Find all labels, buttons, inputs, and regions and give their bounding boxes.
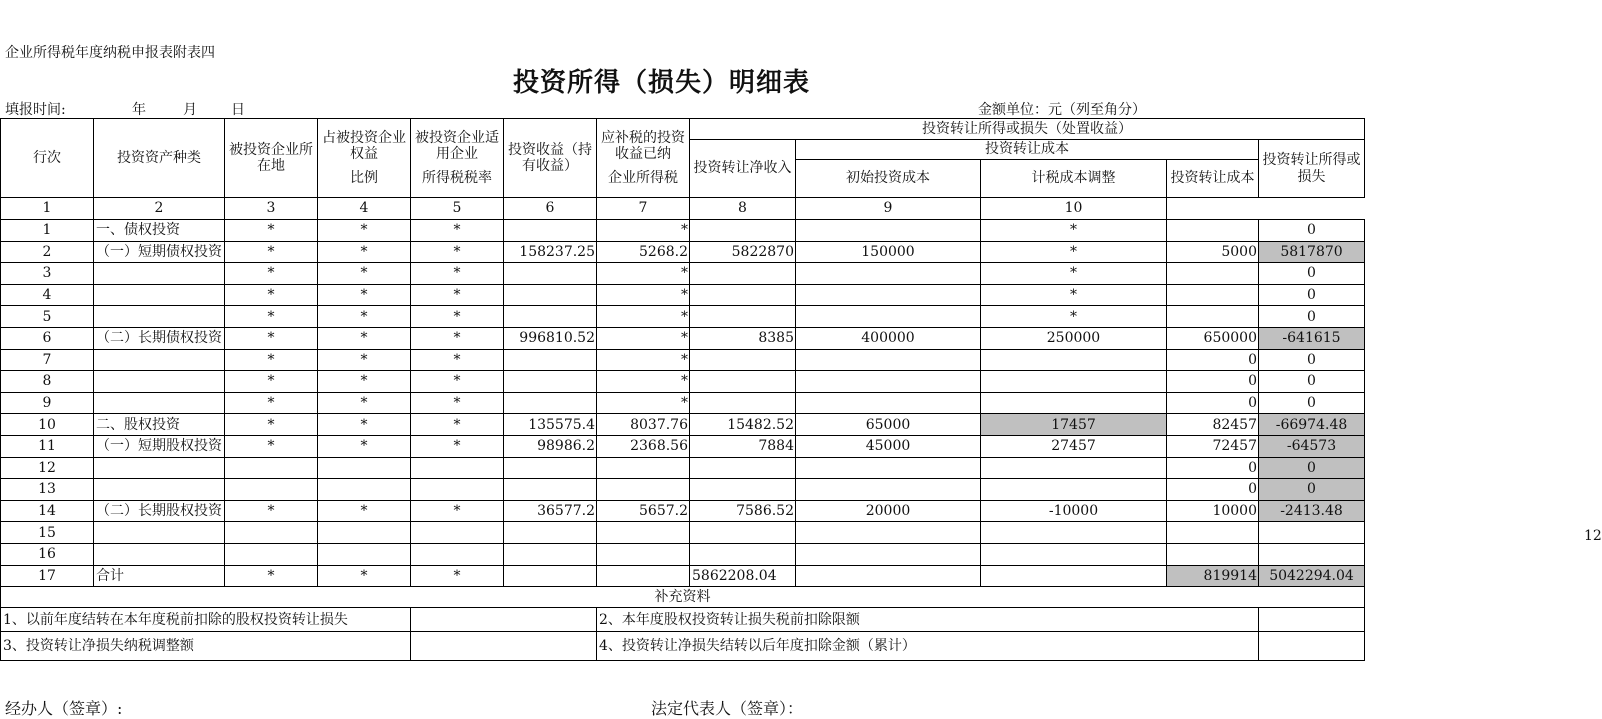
cell-col-8[interactable]	[981, 565, 1167, 587]
header-tax-rate-line2: 所得税税率	[422, 170, 492, 187]
asset-type-cell	[94, 263, 225, 285]
cell-col-3[interactable]: *	[411, 306, 504, 328]
cell-col-5[interactable]: *	[597, 392, 690, 414]
header-paid-tax-line1: 应补税的投资收益已纳	[601, 129, 685, 162]
cell-col-10[interactable]: 0	[1259, 306, 1365, 328]
cell-col-10[interactable]: 0	[1259, 220, 1365, 242]
cell-col-1[interactable]: *	[225, 327, 318, 349]
header-transfer-cost: 投资转让成本	[1167, 160, 1259, 198]
cell-col-7[interactable]	[796, 306, 981, 328]
row-number: 3	[1, 263, 94, 285]
cell-col-9[interactable]	[1167, 220, 1259, 242]
cell-col-6[interactable]	[690, 371, 796, 393]
cell-col-5[interactable]: *	[597, 306, 690, 328]
row-number: 9	[1, 392, 94, 414]
cell-col-6[interactable]	[690, 392, 796, 414]
cell-col-6[interactable]	[690, 220, 796, 242]
cell-col-5[interactable]: 5268.2	[597, 241, 690, 263]
row-number: 6	[1, 327, 94, 349]
cell-col-2[interactable]	[318, 522, 411, 544]
cell-col-10[interactable]: 0	[1259, 263, 1365, 285]
row-number: 15	[1, 522, 94, 544]
table-row	[1, 327, 1365, 349]
row-number: 2	[1, 241, 94, 263]
row-number: 16	[1, 543, 94, 565]
cell-col-7[interactable]	[796, 457, 981, 479]
cell-col-7[interactable]: 45000	[796, 435, 981, 457]
asset-type-cell	[94, 349, 225, 371]
table-row	[1, 392, 1365, 414]
cell-col-7[interactable]: 150000	[796, 241, 981, 263]
asset-type-cell	[94, 284, 225, 306]
supplement-value-3[interactable]	[411, 632, 597, 661]
cell-col-4[interactable]	[504, 220, 597, 242]
asset-type-cell: 合计	[94, 565, 225, 587]
header-location: 被投资企业所在地	[225, 119, 318, 198]
cell-col-1[interactable]: *	[225, 500, 318, 522]
table-row	[1, 241, 1365, 263]
cell-col-9[interactable]: 0	[1167, 392, 1259, 414]
cell-col-7[interactable]	[796, 220, 981, 242]
cell-col-4[interactable]	[504, 479, 597, 501]
cell-col-2[interactable]: *	[318, 327, 411, 349]
cell-col-9[interactable]: 650000	[1167, 327, 1259, 349]
page-number: 12	[1584, 528, 1602, 544]
cell-col-7[interactable]	[796, 284, 981, 306]
cell-col-9[interactable]	[1167, 306, 1259, 328]
fill-date	[5, 99, 245, 119]
cell-col-3[interactable]: *	[411, 500, 504, 522]
cell-col-9[interactable]: 0	[1167, 371, 1259, 393]
cell-col-10[interactable]: 0	[1259, 349, 1365, 371]
supplement-item-2: 2、本年度股权投资转让损失税前扣除限额	[597, 608, 1259, 632]
signature-agent: 经办人（签章）:	[5, 699, 123, 718]
cell-col-10[interactable]: -66974.48	[1259, 414, 1365, 436]
cell-col-5[interactable]: *	[597, 263, 690, 285]
header-asset-type: 投资资产种类	[94, 119, 225, 198]
row-number: 7	[1, 349, 94, 371]
table-row	[1, 284, 1365, 306]
cell-col-9[interactable]: 10000	[1167, 500, 1259, 522]
asset-type-cell	[94, 457, 225, 479]
cell-col-9[interactable]: 82457	[1167, 414, 1259, 436]
cell-col-1[interactable]	[225, 522, 318, 544]
cell-col-3[interactable]: *	[411, 284, 504, 306]
cell-col-6[interactable]	[690, 263, 796, 285]
cell-col-5[interactable]: 5657.2	[597, 500, 690, 522]
cell-col-3[interactable]: *	[411, 241, 504, 263]
cell-col-1[interactable]: *	[225, 241, 318, 263]
fill-date-month: 月	[183, 102, 197, 118]
asset-type-cell: 一、债权投资	[94, 220, 225, 242]
cell-col-7[interactable]	[796, 263, 981, 285]
table-row	[1, 263, 1365, 285]
table-row	[1, 371, 1365, 393]
cell-col-5[interactable]: *	[597, 220, 690, 242]
cell-col-1[interactable]: *	[225, 414, 318, 436]
cell-col-2[interactable]	[318, 479, 411, 501]
cell-col-5[interactable]: *	[597, 371, 690, 393]
table-row	[1, 349, 1365, 371]
cell-col-4[interactable]	[504, 306, 597, 328]
asset-type-cell	[94, 306, 225, 328]
cell-col-6[interactable]	[690, 349, 796, 371]
cell-col-6[interactable]	[690, 457, 796, 479]
cell-col-5[interactable]	[597, 522, 690, 544]
cell-col-1[interactable]: *	[225, 371, 318, 393]
cell-col-1[interactable]	[225, 457, 318, 479]
cell-col-7[interactable]: 65000	[796, 414, 981, 436]
header-gain-loss: 投资转让所得或损失	[1259, 140, 1365, 198]
cell-col-1[interactable]: *	[225, 263, 318, 285]
cell-col-4[interactable]	[504, 565, 597, 587]
supplement-value-2[interactable]	[1259, 608, 1365, 632]
cell-col-8[interactable]: *	[981, 241, 1167, 263]
col-number-10: 10	[981, 198, 1167, 220]
cell-col-1[interactable]: *	[225, 392, 318, 414]
cell-col-4[interactable]: 98986.2	[504, 435, 597, 457]
cell-col-8[interactable]: 27457	[981, 435, 1167, 457]
signature-legal-rep: 法定代表人（签章）：	[651, 699, 804, 718]
cell-col-7[interactable]: 400000	[796, 327, 981, 349]
col-number-3: 3	[225, 198, 318, 220]
cell-col-8[interactable]	[981, 543, 1167, 565]
cell-col-8[interactable]: 17457	[981, 414, 1167, 436]
cell-col-2[interactable]	[318, 543, 411, 565]
asset-type-cell: （一）短期债权投资	[94, 241, 225, 263]
row-number: 12	[1, 457, 94, 479]
cell-col-8[interactable]: -10000	[981, 500, 1167, 522]
cell-col-8[interactable]	[981, 479, 1167, 501]
cell-col-6[interactable]: 5862208.04	[690, 565, 796, 587]
cell-col-2[interactable]: *	[318, 241, 411, 263]
col-number-4: 4	[318, 198, 411, 220]
cell-col-2[interactable]: *	[318, 500, 411, 522]
cell-col-7[interactable]	[796, 565, 981, 587]
cell-col-3[interactable]	[411, 457, 504, 479]
header-row-no: 行次	[1, 119, 94, 198]
cell-col-5[interactable]: *	[597, 349, 690, 371]
asset-type-cell	[94, 371, 225, 393]
table-row	[1, 220, 1365, 242]
cell-col-9[interactable]	[1167, 263, 1259, 285]
cell-col-7[interactable]	[796, 392, 981, 414]
cell-col-1[interactable]: *	[225, 284, 318, 306]
header-tax-adjust: 计税成本调整	[981, 160, 1167, 198]
cell-col-2[interactable]: *	[318, 435, 411, 457]
cell-col-10[interactable]	[1259, 522, 1365, 544]
cell-col-3[interactable]: *	[411, 263, 504, 285]
cell-col-10[interactable]: 5817870	[1259, 241, 1365, 263]
cell-col-10[interactable]: 0	[1259, 284, 1365, 306]
cell-col-2[interactable]: *	[318, 306, 411, 328]
row-number: 4	[1, 284, 94, 306]
cell-col-5[interactable]: *	[597, 327, 690, 349]
cell-col-10[interactable]: 0	[1259, 371, 1365, 393]
col-number-9: 9	[796, 198, 981, 220]
cell-col-10[interactable]: 0	[1259, 392, 1365, 414]
col-number-6: 6	[504, 198, 597, 220]
cell-col-4[interactable]	[504, 371, 597, 393]
header-net-income: 投资转让净收入	[690, 140, 796, 198]
cell-col-9[interactable]	[1167, 522, 1259, 544]
col-number-1: 1	[1, 198, 94, 220]
cell-col-4[interactable]	[504, 284, 597, 306]
cell-col-6[interactable]	[690, 543, 796, 565]
cell-col-9[interactable]: 72457	[1167, 435, 1259, 457]
cell-col-7[interactable]	[796, 543, 981, 565]
cell-col-7[interactable]	[796, 522, 981, 544]
supplement-value-4[interactable]	[1259, 632, 1365, 661]
table-row	[1, 522, 1365, 544]
cell-col-7[interactable]	[796, 349, 981, 371]
cell-col-6[interactable]	[690, 479, 796, 501]
cell-col-10[interactable]	[1259, 543, 1365, 565]
row-number: 10	[1, 414, 94, 436]
cell-col-3[interactable]	[411, 479, 504, 501]
asset-type-cell	[94, 392, 225, 414]
asset-type-cell: （二）长期股权投资	[94, 500, 225, 522]
asset-type-cell: （一）短期股权投资	[94, 435, 225, 457]
table-row	[1, 565, 1365, 587]
cell-col-5[interactable]	[597, 479, 690, 501]
asset-type-cell	[94, 479, 225, 501]
cell-col-4[interactable]	[504, 522, 597, 544]
cell-col-10[interactable]: 5042294.04	[1259, 565, 1365, 587]
form-subtitle: 企业所得税年度纳税申报表附表四	[5, 45, 215, 61]
cell-col-4[interactable]: 996810.52	[504, 327, 597, 349]
col-number-2: 2	[94, 198, 225, 220]
cell-col-10[interactable]: -64573	[1259, 435, 1365, 457]
asset-type-cell	[94, 522, 225, 544]
cell-col-3[interactable]	[411, 543, 504, 565]
supplement-item-3: 3、投资转让净损失纳税调整额	[1, 632, 411, 661]
header-holding-income: 投资收益（持有收益）	[504, 119, 597, 198]
supplement-value-1[interactable]	[411, 608, 597, 632]
supplement-item-1: 1、以前年度结转在本年度税前扣除的股权投资转让损失	[1, 608, 411, 632]
cell-col-8[interactable]: 250000	[981, 327, 1167, 349]
cell-col-8[interactable]	[981, 457, 1167, 479]
form-title: 投资所得（损失）明细表	[512, 68, 810, 98]
col-number-7: 7	[597, 198, 690, 220]
cell-col-8[interactable]	[981, 349, 1167, 371]
cell-col-4[interactable]: 135575.4	[504, 414, 597, 436]
cell-col-3[interactable]: *	[411, 565, 504, 587]
cell-col-1[interactable]: *	[225, 435, 318, 457]
cell-col-10[interactable]: -2413.48	[1259, 500, 1365, 522]
cell-col-9[interactable]: 5000	[1167, 241, 1259, 263]
cell-col-4[interactable]	[504, 263, 597, 285]
row-number: 5	[1, 306, 94, 328]
cell-col-3[interactable]: *	[411, 349, 504, 371]
cell-col-10[interactable]: 0	[1259, 457, 1365, 479]
cell-col-8[interactable]	[981, 522, 1167, 544]
header-initial-cost: 初始投资成本	[796, 160, 981, 198]
col-number-8: 8	[690, 198, 796, 220]
row-number: 1	[1, 220, 94, 242]
cell-col-1[interactable]: *	[225, 220, 318, 242]
cell-col-6[interactable]: 7884	[690, 435, 796, 457]
row-number: 17	[1, 565, 94, 587]
header-equity-ratio-line1: 占被投资企业权益	[322, 129, 406, 162]
unit-label: 金额单位：元（列至角分）	[978, 102, 1146, 118]
row-number: 8	[1, 371, 94, 393]
cell-col-10[interactable]: 0	[1259, 479, 1365, 501]
table-row	[1, 543, 1365, 565]
fill-date-label: 填报时间:	[5, 102, 66, 118]
cell-col-1[interactable]	[225, 543, 318, 565]
cell-col-1[interactable]: *	[225, 565, 318, 587]
cell-col-8[interactable]	[981, 371, 1167, 393]
table-row	[1, 457, 1365, 479]
cell-col-10[interactable]: -641615	[1259, 327, 1365, 349]
table-row	[1, 306, 1365, 328]
cell-col-2[interactable]: *	[318, 263, 411, 285]
cell-col-3[interactable]: *	[411, 220, 504, 242]
cell-col-5[interactable]: *	[597, 284, 690, 306]
cell-col-4[interactable]: 158237.25	[504, 241, 597, 263]
cell-col-1[interactable]: *	[225, 306, 318, 328]
cell-col-2[interactable]: *	[318, 284, 411, 306]
cell-col-6[interactable]: 15482.52	[690, 414, 796, 436]
cell-col-3[interactable]	[411, 522, 504, 544]
cell-col-5[interactable]: 8037.76	[597, 414, 690, 436]
cell-col-7[interactable]	[796, 479, 981, 501]
cell-col-6[interactable]: 7586.52	[690, 500, 796, 522]
cell-col-3[interactable]: *	[411, 414, 504, 436]
cell-col-1[interactable]: *	[225, 349, 318, 371]
cell-col-9[interactable]: 0	[1167, 457, 1259, 479]
header-tax-rate	[411, 119, 504, 198]
cell-col-8[interactable]: *	[981, 220, 1167, 242]
cell-col-9[interactable]: 0	[1167, 349, 1259, 371]
cell-col-2[interactable]	[318, 457, 411, 479]
cell-col-9[interactable]	[1167, 543, 1259, 565]
asset-type-cell: 二、股权投资	[94, 414, 225, 436]
row-number: 13	[1, 479, 94, 501]
row-number: 14	[1, 500, 94, 522]
cell-col-6[interactable]	[690, 522, 796, 544]
cell-col-2[interactable]: *	[318, 349, 411, 371]
asset-type-cell: （二）长期债权投资	[94, 327, 225, 349]
supplement-item-4: 4、投资转让净损失结转以后年度扣除金额（累计）	[597, 632, 1259, 661]
cell-col-7[interactable]	[796, 371, 981, 393]
cell-col-3[interactable]: *	[411, 371, 504, 393]
cell-col-4[interactable]	[504, 349, 597, 371]
asset-type-cell	[94, 543, 225, 565]
cell-col-6[interactable]: 8385	[690, 327, 796, 349]
cell-col-5[interactable]	[597, 565, 690, 587]
table-row	[1, 500, 1365, 522]
investment-detail-table	[0, 118, 1365, 661]
cell-col-4[interactable]	[504, 392, 597, 414]
supplement-title: 补充资料	[1, 587, 1365, 608]
fill-date-year: 年	[132, 102, 146, 118]
cell-col-2[interactable]: *	[318, 565, 411, 587]
cell-col-4[interactable]	[504, 457, 597, 479]
cell-col-5[interactable]	[597, 457, 690, 479]
header-transfer-group: 投资转让所得或损失（处置收益）	[690, 119, 1365, 140]
cell-col-4[interactable]: 36577.2	[504, 500, 597, 522]
cell-col-1[interactable]	[225, 479, 318, 501]
header-cost-group: 投资转让成本	[796, 140, 1259, 160]
cell-col-3[interactable]: *	[411, 392, 504, 414]
cell-col-2[interactable]: *	[318, 392, 411, 414]
cell-col-7[interactable]: 20000	[796, 500, 981, 522]
fill-date-day: 日	[231, 102, 245, 118]
header-paid-tax	[597, 119, 690, 198]
table-row	[1, 414, 1365, 436]
cell-col-8[interactable]: *	[981, 284, 1167, 306]
table-row	[1, 435, 1365, 457]
cell-col-2[interactable]: *	[318, 220, 411, 242]
cell-col-6[interactable]	[690, 284, 796, 306]
header-tax-rate-line1: 被投资企业适用企业	[415, 129, 499, 162]
cell-col-9[interactable]: 819914	[1167, 565, 1259, 587]
header-equity-ratio	[318, 119, 411, 198]
header-equity-ratio-line2: 比例	[350, 170, 378, 187]
table-row	[1, 479, 1365, 501]
cell-col-5[interactable]	[597, 543, 690, 565]
cell-col-3[interactable]: *	[411, 327, 504, 349]
col-number-5: 5	[411, 198, 504, 220]
cell-col-6[interactable]: 5822870	[690, 241, 796, 263]
cell-col-3[interactable]: *	[411, 435, 504, 457]
row-number: 11	[1, 435, 94, 457]
cell-col-6[interactable]	[690, 306, 796, 328]
header-paid-tax-line2: 企业所得税	[608, 170, 678, 187]
cell-col-5[interactable]: 2368.56	[597, 435, 690, 457]
cell-col-2[interactable]: *	[318, 371, 411, 393]
cell-col-4[interactable]	[504, 543, 597, 565]
cell-col-8[interactable]: *	[981, 263, 1167, 285]
cell-col-8[interactable]	[981, 392, 1167, 414]
cell-col-9[interactable]: 0	[1167, 479, 1259, 501]
cell-col-9[interactable]	[1167, 284, 1259, 306]
cell-col-2[interactable]: *	[318, 414, 411, 436]
cell-col-8[interactable]: *	[981, 306, 1167, 328]
